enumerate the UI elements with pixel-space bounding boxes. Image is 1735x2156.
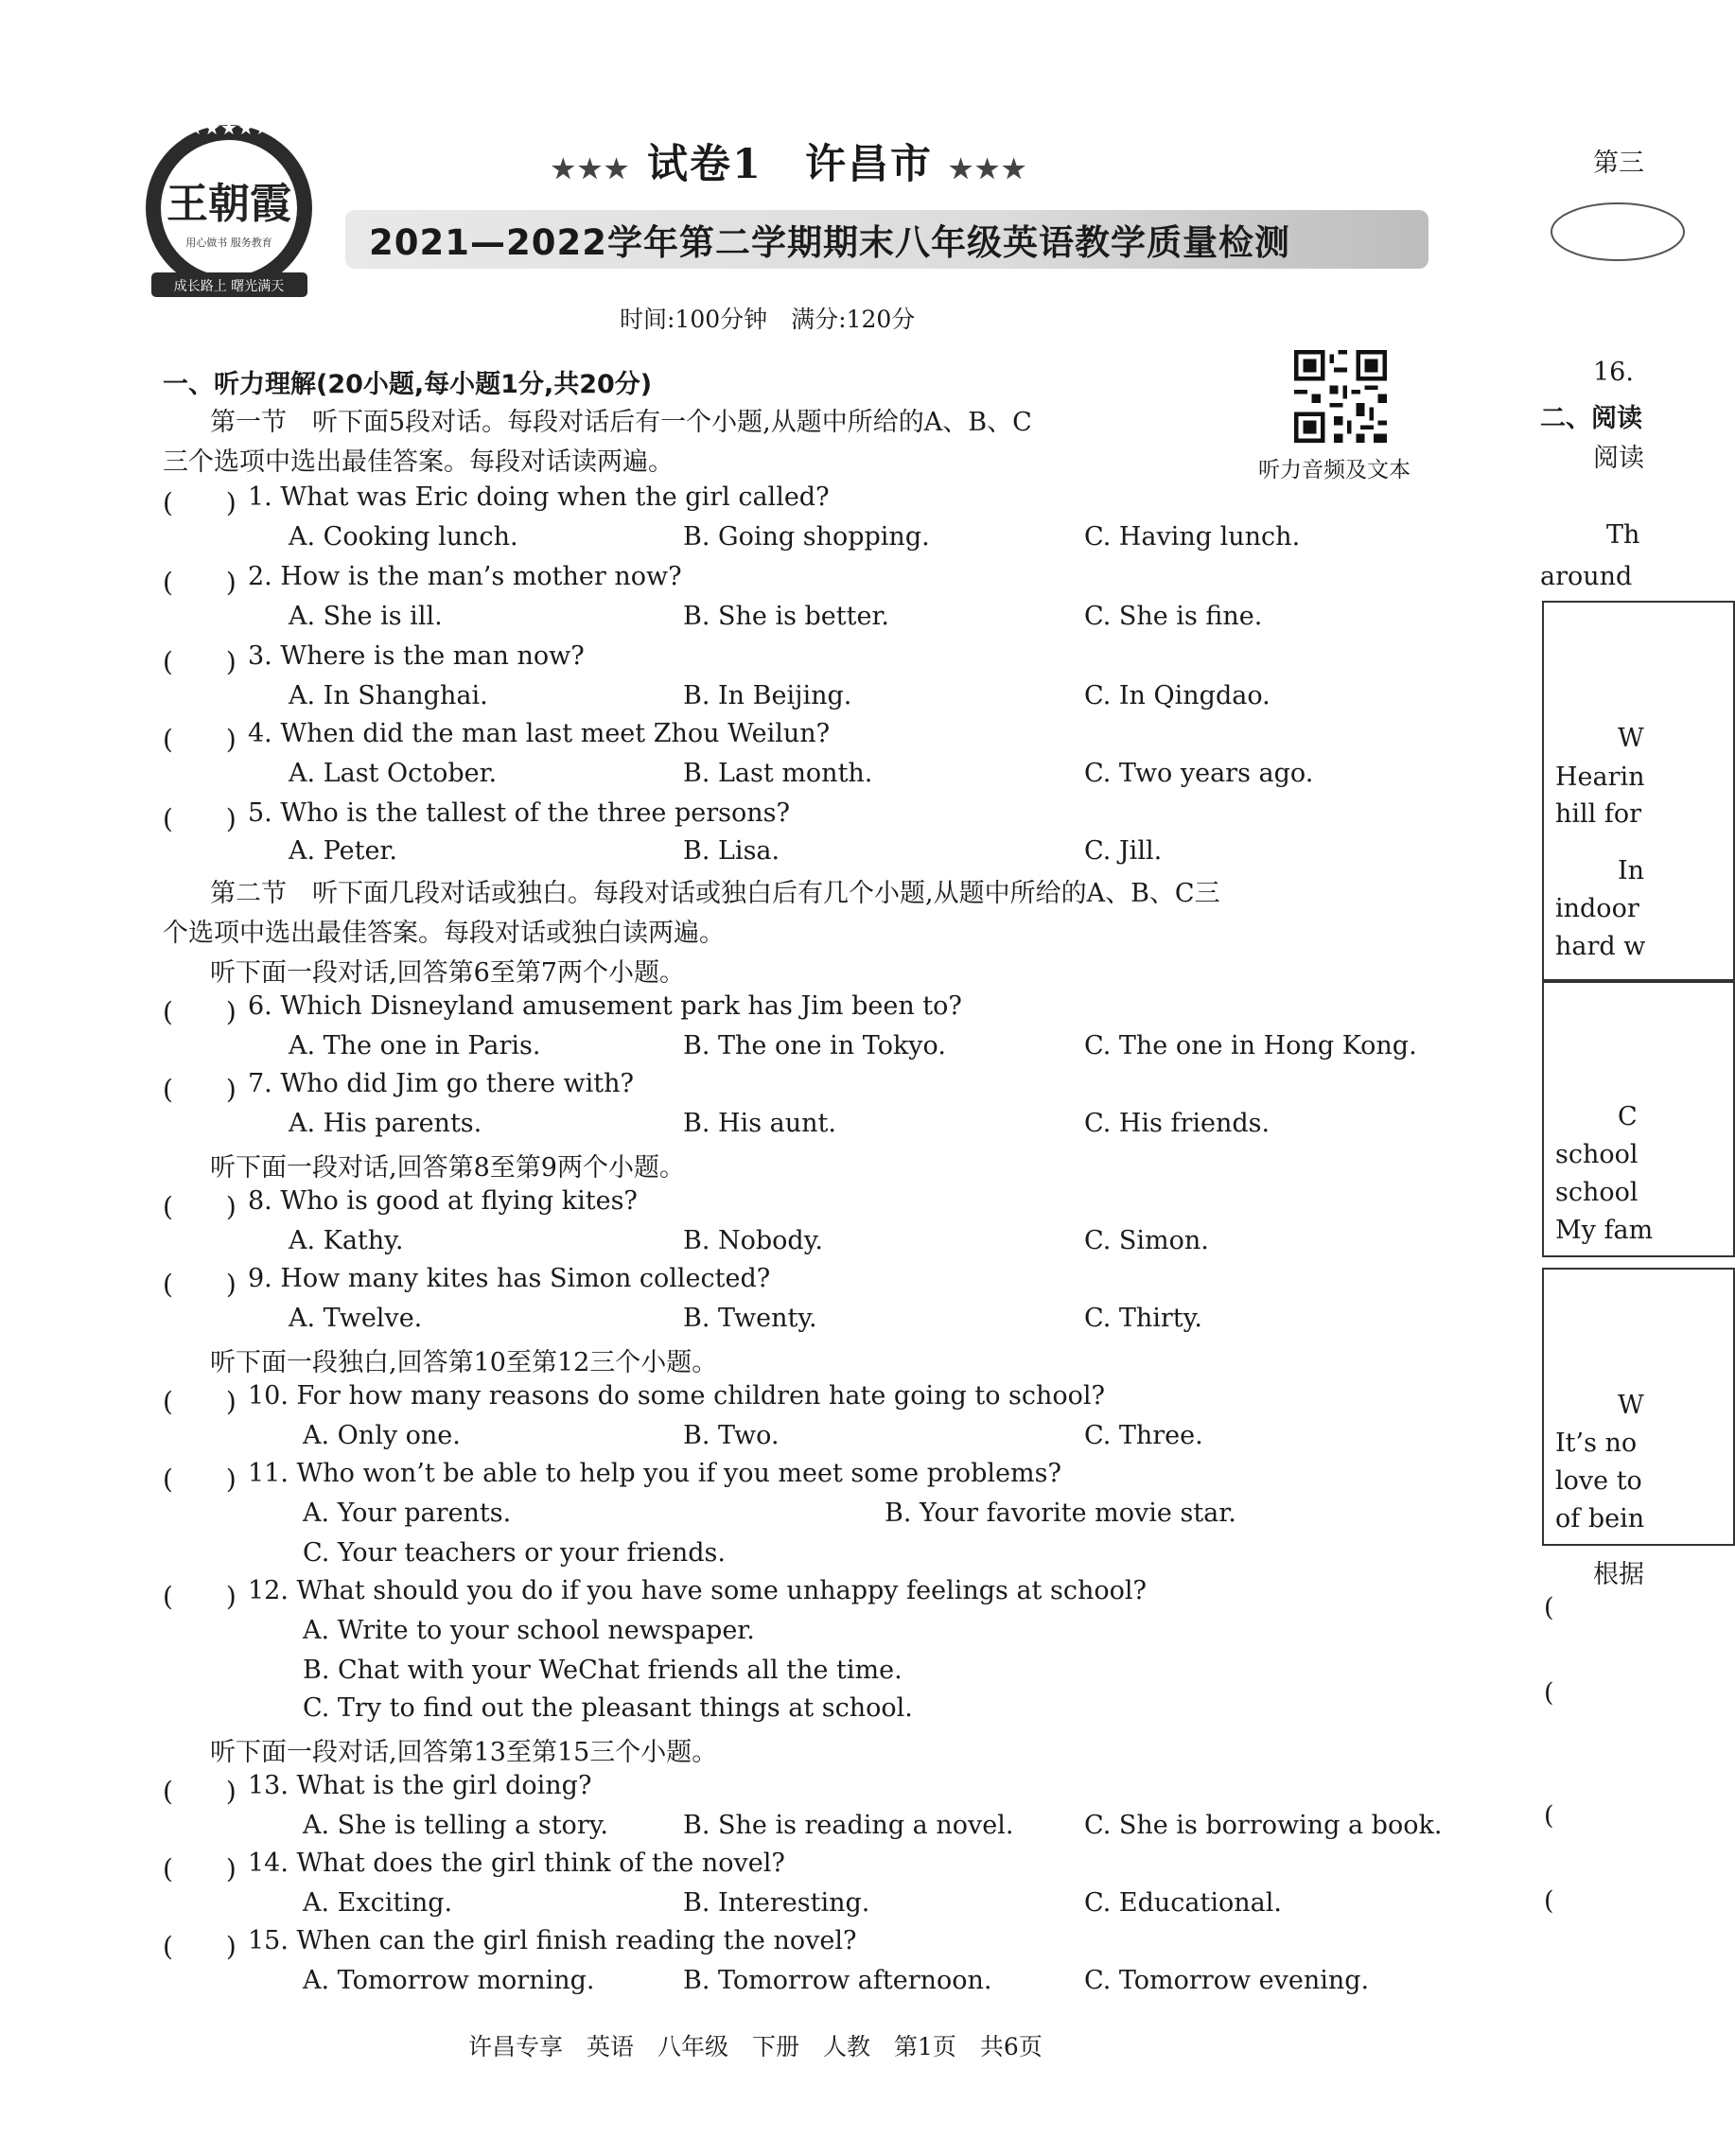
logo-text: 王朝霞 [166,180,291,228]
question-15-option-a: A. Tomorrow morning. [303,1966,595,1995]
question-3-option-c: C. In Qingdao. [1084,681,1271,710]
question-14-stem: 14. What does the girl think of the novel? [248,1849,785,1878]
next-page-reading: 阅读 [1593,444,1644,473]
next-page-q16: 16. [1593,358,1634,387]
question-7-option-b: B. His aunt. [683,1109,836,1138]
next-page-header: 第三 [1593,149,1644,178]
hint-6-7: 听下面一段对话,回答第6至第7两个小题。 [210,958,685,988]
question-1-option-c: C. Having lunch. [1084,522,1301,552]
question-11-option-b: B. Your favorite movie star. [885,1499,1236,1528]
question-1-option-a: A. Cooking lunch. [289,522,518,552]
hint-8-9: 听下面一段对话,回答第8至第9两个小题。 [210,1153,685,1183]
answer-blank-6[interactable]: ( ) [163,996,237,1027]
next-page-text: indoor [1555,894,1639,923]
answer-blank-2[interactable]: ( ) [163,567,237,598]
question-13-option-c: C. She is borrowing a book. [1084,1811,1443,1840]
question-6-option-b: B. The one in Tokyo. [683,1031,946,1060]
logo-sub: 用心做书 服务教育 [185,237,272,249]
next-page-text: W [1618,1391,1644,1420]
qr-code [1294,350,1387,443]
next-page-blank: ( [1544,1801,1554,1831]
question-1-stem: 1. What was Eric doing when the girl called? [248,482,830,512]
question-6-stem: 6. Which Disneyland amusement park has Jim been to? [248,991,962,1021]
answer-blank-8[interactable]: ( ) [163,1191,237,1222]
answer-blank-7[interactable]: ( ) [163,1074,237,1105]
next-page-illustration [1542,194,1637,270]
question-11-option-a: A. Your parents. [303,1499,512,1528]
question-12-option-c: C. Try to find out the pleasant things at school. [303,1693,913,1723]
logo-ribbon: 成长路上 曙光满天 [173,279,285,294]
next-page-blank: ( [1544,1678,1554,1708]
question-12-option-a: A. Write to your school newspaper. [303,1616,755,1645]
stars-right: ★★★ [948,153,1029,184]
next-page-section2: 二、阅读 [1540,404,1642,433]
answer-blank-3[interactable]: ( ) [163,646,237,677]
question-3-stem: 3. Where is the man now? [248,641,585,671]
question-10-stem: 10. For how many reasons do some children hate going to school? [248,1381,1106,1411]
next-page-text: school [1555,1178,1639,1207]
next-page-text: C [1618,1102,1638,1131]
question-6-option-c: C. The one in Hong Kong. [1084,1031,1417,1060]
question-15-option-c: C. Tomorrow evening. [1084,1966,1370,1995]
question-5-option-b: B. Lisa. [683,836,780,866]
question-14-option-a: A. Exciting. [303,1888,453,1918]
answer-blank-4[interactable]: ( ) [163,724,237,755]
question-5-option-c: C. Jill. [1084,836,1163,866]
question-9-stem: 9. How many kites has Simon collected? [248,1264,771,1293]
question-15-stem: 15. When can the girl finish reading the novel? [248,1926,857,1955]
question-5-option-a: A. Peter. [289,836,397,866]
next-page-text: 根据 [1593,1560,1644,1589]
question-10-option-b: B. Two. [683,1421,780,1450]
next-page-blank: ( [1544,1593,1554,1622]
question-6-option-a: A. The one in Paris. [289,1031,541,1060]
answer-blank-11[interactable]: ( ) [163,1464,237,1495]
answer-blank-13[interactable]: ( ) [163,1776,237,1807]
next-page-text: of bein [1555,1504,1645,1534]
question-7-option-c: C. His friends. [1084,1109,1271,1138]
next-page-text: love to [1555,1466,1642,1496]
qr-caption: 听力音频及文本 [1258,458,1411,482]
question-2-stem: 2. How is the man’s mother now? [248,562,682,591]
part1-instruction-line1: 第一节 听下面5段对话。每段对话后有一个小题,从题中所给的A、B、C [210,408,1032,437]
question-13-stem: 13. What is the girl doing? [248,1771,592,1800]
section1-title: 一、听力理解(20小题,每小题1分,共20分) [163,370,653,399]
question-9-option-a: A. Twelve. [289,1304,423,1333]
question-7-stem: 7. Who did Jim go there with? [248,1069,635,1098]
publisher-logo [132,114,326,307]
next-page-text: around [1540,562,1633,591]
svg-text:★★★★★: ★★★★★ [186,116,272,139]
part2-instruction-line1: 第二节 听下面几段对话或独白。每段对话或独白后有几个小题,从题中所给的A、B、C三 [210,879,1220,908]
exam-title [535,132,1045,189]
question-11-option-c: C. Your teachers or your friends. [303,1538,726,1568]
answer-blank-15[interactable]: ( ) [163,1931,237,1962]
answer-blank-1[interactable]: ( ) [163,487,237,518]
question-9-option-b: B. Twenty. [683,1304,817,1333]
question-13-option-a: A. She is telling a story. [303,1811,608,1840]
question-11-stem: 11. Who won’t be able to help you if you meet some problems? [248,1459,1061,1488]
question-8-option-a: A. Kathy. [289,1226,404,1255]
answer-blank-9[interactable]: ( ) [163,1269,237,1300]
question-3-option-b: B. In Beijing. [683,681,852,710]
next-page-box [1542,601,1735,983]
question-8-option-b: B. Nobody. [683,1226,823,1255]
next-page-text: school [1555,1140,1639,1169]
answer-blank-10[interactable]: ( ) [163,1386,237,1417]
question-4-option-a: A. Last October. [289,759,498,788]
next-page-text: My fam [1555,1216,1654,1245]
part2-instruction-line2: 个选项中选出最佳答案。每段对话或独白读两遍。 [163,919,725,948]
next-page-text: Hearin [1555,762,1645,792]
question-2-option-b: B. She is better. [683,602,889,631]
title-text: 试卷1 许昌市 [647,141,933,188]
question-12-stem: 12. What should you do if you have some unhappy feelings at school? [248,1576,1147,1605]
question-4-option-b: B. Last month. [683,759,873,788]
question-14-option-c: C. Educational. [1084,1888,1282,1918]
hint-10-12: 听下面一段独白,回答第10至第12三个小题。 [210,1348,718,1377]
part1-instruction-line2: 三个选项中选出最佳答案。每段对话读两遍。 [163,447,674,477]
next-page-blank: ( [1544,1886,1554,1916]
next-page-edge [1533,0,1654,2156]
page-footer: 许昌专享 英语 八年级 下册 人教 第1页 共6页 [468,2033,1043,2060]
next-page-text: hard w [1555,932,1646,961]
question-2-option-a: A. She is ill. [289,602,443,631]
exam-subtitle: 2021—2022学年第二学期期末八年级英语教学质量检测 [369,222,1290,263]
question-5-stem: 5. Who is the tallest of the three persons? [248,798,790,828]
exam-meta: 时间:100分钟 满分:120分 [620,306,916,333]
question-2-option-c: C. She is fine. [1084,602,1263,631]
next-page-text: In [1618,856,1645,885]
question-13-option-b: B. She is reading a novel. [683,1811,1014,1840]
question-7-option-a: A. His parents. [289,1109,482,1138]
answer-blank-5[interactable]: ( ) [163,803,237,834]
question-15-option-b: B. Tomorrow afternoon. [683,1966,992,1995]
answer-blank-12[interactable]: ( ) [163,1581,237,1612]
question-12-option-b: B. Chat with your WeChat friends all the time. [303,1656,903,1685]
question-8-option-c: C. Simon. [1084,1226,1209,1255]
question-10-option-c: C. Three. [1084,1421,1203,1450]
next-page-text: It’s no [1555,1429,1638,1458]
question-1-option-b: B. Going shopping. [683,522,930,552]
answer-blank-14[interactable]: ( ) [163,1853,237,1884]
next-page-text: Th [1606,520,1640,550]
stars-left: ★★★ [551,153,632,184]
question-4-stem: 4. When did the man last meet Zhou Weilun? [248,719,831,748]
next-page-text: hill for [1555,799,1642,829]
question-9-option-c: C. Thirty. [1084,1304,1202,1333]
question-3-option-a: A. In Shanghai. [289,681,488,710]
question-8-stem: 8. Who is good at flying kites? [248,1186,638,1216]
question-4-option-c: C. Two years ago. [1084,759,1314,788]
next-page-text: W [1618,724,1644,753]
question-10-option-a: A. Only one. [303,1421,461,1450]
question-14-option-b: B. Interesting. [683,1888,870,1918]
hint-13-15: 听下面一段对话,回答第13至第15三个小题。 [210,1738,718,1767]
